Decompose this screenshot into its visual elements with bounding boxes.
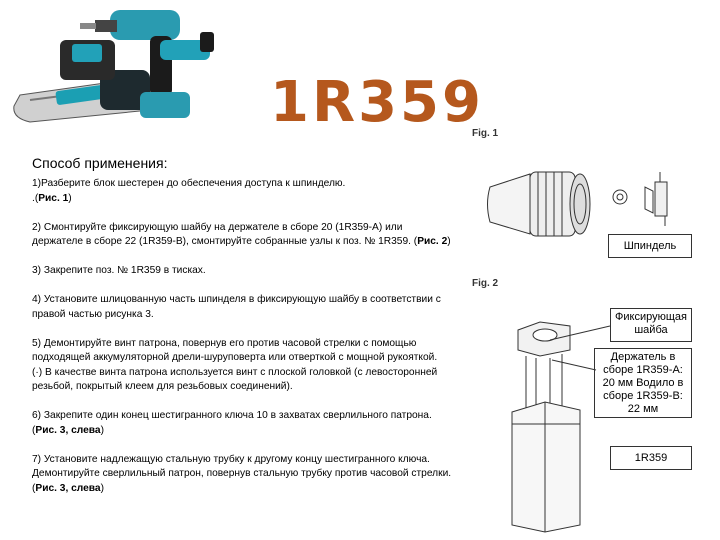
fig1-label: Fig. 1 [472, 128, 499, 139]
callout-leaders [540, 300, 620, 470]
step-1: 1)Разберите блок шестерен до обеспечения доступа к шпинделю. [32, 178, 346, 189]
step-5: 5) Демонтируйте винт патрона, повернув его против часовой стрелки с помощью подходящей аккумуляторной дрели-шуруповерта или отверткой с мощной рукояткой. [32, 337, 438, 363]
chainsaw-image [14, 40, 160, 122]
callout-holder: Держатель в сборе 1R359-A: 20 мм Водило в сборе 1R359-B: 22 мм [594, 348, 692, 418]
step-3: 3) Закрепите поз. № 1R359 в тисках. [32, 265, 206, 276]
step-7b: Демонтируйте сверлильный патрон, повернув стальную трубку против часовой стрелки. (Рис. 3, слева) [32, 468, 452, 494]
step-1-ref: .(Рис. 1) [32, 192, 72, 204]
step-7: 7) Установите надлежащую стальную трубку к другому концу шестигранного ключа. [32, 453, 430, 465]
section-heading: Способ применения: [32, 155, 168, 171]
tools-illustration [0, 0, 260, 150]
instructions-text [32, 177, 452, 496]
page-title: 1R359 [270, 70, 484, 135]
callout-1r359: 1R359 [610, 446, 692, 470]
step-6: 6) Закрепите один конец шестигранного ключа 10 в захватах сверлильного патрона. (Рис. 3, слева) [32, 410, 432, 436]
step-4: 4) Установите шлицованную часть шпинделя в фиксирующую шайбу в соответствии с правой частью рисунка 3. [32, 294, 441, 320]
step-5-note: (·) В качестве винта патрона используется винт с плоской головкой (с левосторонней резьбой, покрытый клеем для резьбовых соединений). [32, 366, 438, 392]
callout-washer: Фиксирующая шайба [610, 308, 692, 342]
callout-spindle: Шпиндель [608, 234, 692, 258]
step-2: 2) Смонтируйте фиксирующую шайбу на держателе в сборе 20 (1R359-A) или держателе в сборе 22 (1R359-B), смонтируйте собранные узлы к поз. № 1R359. (Рис. 2) [32, 221, 451, 247]
fig2-label: Fig. 2 [472, 278, 499, 289]
